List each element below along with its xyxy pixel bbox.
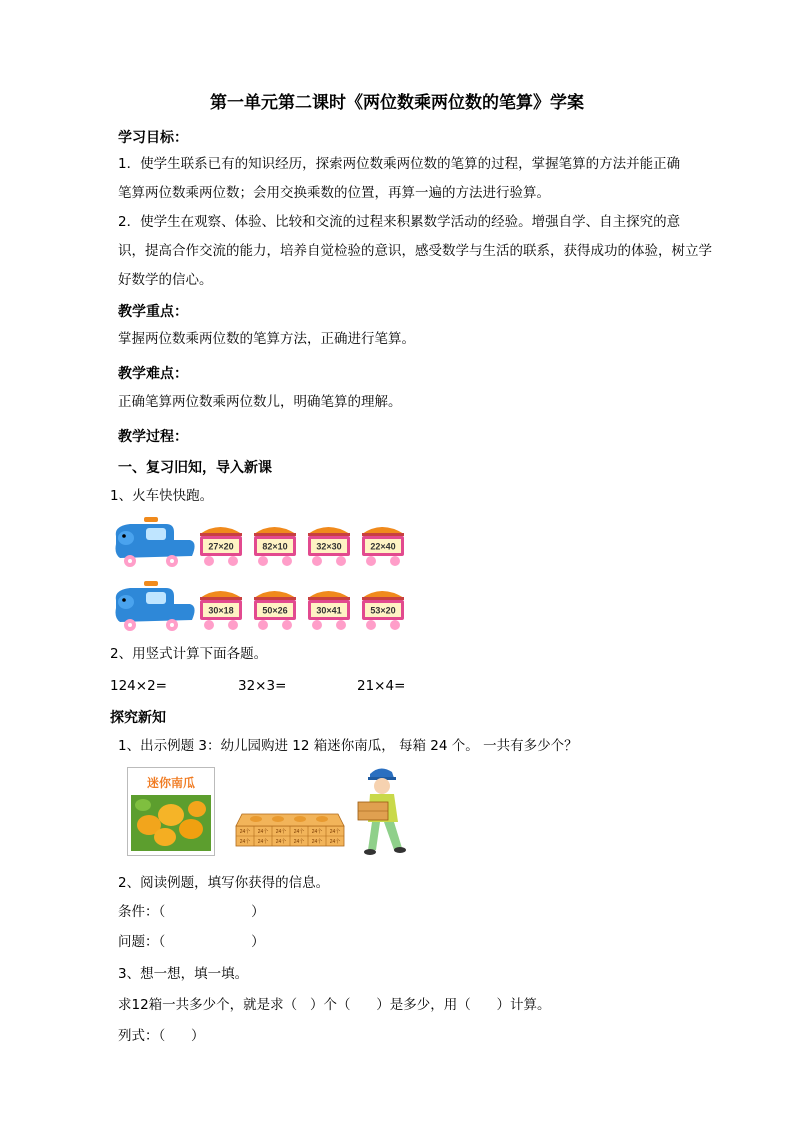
box-label: 24个 <box>293 829 305 835</box>
vertical-heading: 2、用竖式计算下面各题。 <box>110 646 268 662</box>
explore-q1: 1、出示例题 3：幼儿园购进 12 箱迷你南瓜， 每箱 24 个。 一共有多少个？ <box>118 738 578 754</box>
pumpkin-image <box>127 767 215 856</box>
formula-field: 列式：（ ） <box>118 1028 205 1044</box>
delivery-worker-image <box>350 764 410 856</box>
train-2-car-3 <box>308 591 350 630</box>
box-label: 24个 <box>239 839 251 845</box>
box-label: 24个 <box>311 839 323 845</box>
box-label: 24个 <box>239 829 251 835</box>
section-1-heading: 一、复习旧知，导入新课 <box>118 460 272 476</box>
train-1-car-1 <box>200 527 242 566</box>
train-1-car-2 <box>254 527 296 566</box>
difficulty-text: 正确笔算两位数乘两位数儿，明确笔算的理解。 <box>118 394 402 410</box>
train-2 <box>110 580 420 632</box>
key-heading: 教学重点： <box>118 304 188 320</box>
train-1 <box>110 516 420 568</box>
box-label: 24个 <box>293 839 305 845</box>
box-label: 24个 <box>329 829 341 835</box>
box-label: 24个 <box>311 829 323 835</box>
goal-1-line-2: 笔算两位数乘两位数；会用交换乘数的位置，再算一遍的方法进行验算。 <box>118 185 550 201</box>
goal-2-line-3: 好数学的信心。 <box>118 272 213 288</box>
page-title: 第一单元第二课时《两位数乘两位数的笔算》学案 <box>210 93 584 113</box>
goals-heading: 学习目标： <box>118 130 188 146</box>
train-1-car-2-label: 82×10 <box>262 541 288 552</box>
train-2-car-3-label: 30×41 <box>316 605 342 616</box>
train-1-car-4-label: 22×40 <box>370 541 396 552</box>
box-label: 24个 <box>329 839 341 845</box>
boxes-image <box>234 808 346 848</box>
goal-2-line-2: 识，提高合作交流的能力，培养自觉检验的意识，感受数学与生活的联系，获得成功的体验，树立学 <box>118 243 712 259</box>
vertical-item-3: 21×4= <box>357 678 406 694</box>
train-2-car-4 <box>362 591 404 630</box>
engine-icon <box>116 581 195 631</box>
explore-q2: 2、阅读例题，填写你获得的信息。 <box>118 875 330 891</box>
engine-icon <box>116 517 195 567</box>
train-2-car-1-label: 30×18 <box>208 605 234 616</box>
train-1-car-4 <box>362 527 404 566</box>
box-label: 24个 <box>257 839 269 845</box>
condition-field: 条件：（ ） <box>118 904 265 920</box>
vertical-item-2: 32×3= <box>238 678 287 694</box>
difficulty-heading: 教学难点： <box>118 366 188 382</box>
fill-in-sentence: 求12箱一共多少个，就是求（ ）个（ ）是多少，用（ ）计算。 <box>118 997 551 1013</box>
train-title: 1、火车快快跑。 <box>110 488 214 504</box>
train-2-car-2 <box>254 591 296 630</box>
goal-1-line-1: 1．使学生联系已有的知识经历，探索两位数乘两位数的笔算的过程，掌握笔算的方法并能正确 <box>118 156 681 172</box>
train-2-car-1 <box>200 591 242 630</box>
key-text: 掌握两位数乘两位数的笔算方法，正确进行笔算。 <box>118 331 415 347</box>
question-field: 问题：（ ） <box>118 934 265 950</box>
vertical-item-1: 124×2= <box>110 678 167 694</box>
box-label: 24个 <box>275 829 287 835</box>
explore-q3: 3、想一想，填一填。 <box>118 966 249 982</box>
train-2-car-4-label: 53×20 <box>370 605 396 616</box>
process-heading: 教学过程： <box>118 429 188 445</box>
pumpkin-label: 迷你南瓜 <box>146 776 196 790</box>
box-label: 24个 <box>275 839 287 845</box>
explore-heading: 探究新知 <box>110 710 166 726</box>
goal-2-line-1: 2．使学生在观察、体验、比较和交流的过程来积累数学活动的经验。增强自学、自主探究的意 <box>118 214 681 230</box>
train-2-car-2-label: 50×26 <box>262 605 288 616</box>
train-1-car-3 <box>308 527 350 566</box>
train-1-car-3-label: 32×30 <box>316 541 342 552</box>
box-label: 24个 <box>257 829 269 835</box>
train-1-car-1-label: 27×20 <box>208 541 234 552</box>
